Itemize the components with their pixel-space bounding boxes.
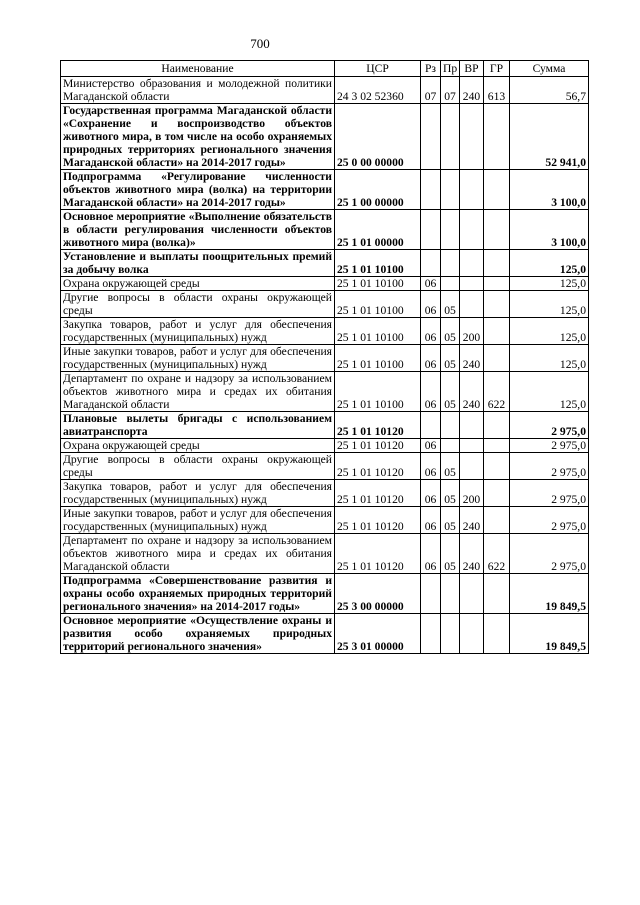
cell-rz [421,412,441,439]
cell-rz [421,614,441,654]
header-sum: Сумма [510,61,589,77]
cell-csr: 25 1 01 10120 [335,412,421,439]
header-csr: ЦСР [335,61,421,77]
cell-name: Охрана окружающей среды [61,439,335,453]
cell-rz: 06 [421,439,441,453]
cell-name: Другие вопросы в области охраны окружающей среды [61,291,335,318]
cell-gr [484,453,510,480]
cell-pr: 05 [441,372,460,412]
cell-sum: 3 100,0 [510,170,589,210]
table-row [61,210,589,250]
table-row [61,345,589,372]
cell-pr [441,104,460,170]
cell-rz [421,210,441,250]
cell-name: Департамент по охране и надзору за использованием объектов животного мира и средах их обитания Магаданской области [61,534,335,574]
cell-name: Иные закупки товаров, работ и услуг для обеспечения государственных (муниципальных) нужд [61,345,335,372]
cell-csr: 25 1 01 10100 [335,372,421,412]
cell-sum: 125,0 [510,345,589,372]
cell-pr: 05 [441,507,460,534]
cell-csr: 25 1 01 10100 [335,277,421,291]
table-row [61,104,589,170]
cell-gr [484,507,510,534]
cell-sum: 2 975,0 [510,439,589,453]
table-row [61,453,589,480]
cell-csr: 25 1 01 10120 [335,453,421,480]
cell-csr: 25 3 00 00000 [335,574,421,614]
cell-name: Другие вопросы в области охраны окружающей среды [61,453,335,480]
cell-pr [441,210,460,250]
cell-rz: 06 [421,480,441,507]
cell-csr: 25 1 01 10120 [335,439,421,453]
cell-vr: 240 [460,77,484,104]
page-number: 700 [250,36,270,51]
cell-rz: 06 [421,372,441,412]
cell-vr: 200 [460,318,484,345]
cell-vr: 240 [460,372,484,412]
cell-pr [441,277,460,291]
table-row [61,170,589,210]
cell-gr [484,345,510,372]
cell-name: Подпрограмма «Регулирование численности объектов животного мира (волка) на территории Магаданской области» на 2014-2017 годы» [61,170,335,210]
cell-vr [460,614,484,654]
cell-sum: 2 975,0 [510,480,589,507]
cell-csr: 25 1 00 00000 [335,170,421,210]
cell-vr [460,412,484,439]
cell-name: Основное мероприятие «Выполнение обязательств в области регулирования численности объектов животного мира (волка)» [61,210,335,250]
header-rz: Рз [421,61,441,77]
cell-rz: 06 [421,453,441,480]
cell-sum: 19 849,5 [510,614,589,654]
cell-name: Закупка товаров, работ и услуг для обеспечения государственных (муниципальных) нужд [61,318,335,345]
cell-rz [421,104,441,170]
cell-gr [484,574,510,614]
cell-sum: 2 975,0 [510,507,589,534]
cell-sum: 3 100,0 [510,210,589,250]
cell-gr: 622 [484,534,510,574]
cell-vr [460,104,484,170]
cell-gr: 622 [484,372,510,412]
cell-sum: 19 849,5 [510,574,589,614]
cell-gr [484,291,510,318]
header-pr: Пр [441,61,460,77]
cell-gr [484,210,510,250]
cell-csr: 24 3 02 52360 [335,77,421,104]
cell-pr: 07 [441,77,460,104]
cell-vr: 240 [460,345,484,372]
cell-name: Государственная программа Магаданской области «Сохранение и воспроизводство объектов животного мира, в том числе на особо охраняемых природных территориях регионального значения Магаданской области» на 2014-2017 годы» [61,104,335,170]
cell-vr [460,439,484,453]
cell-sum: 125,0 [510,277,589,291]
cell-sum: 2 975,0 [510,534,589,574]
cell-gr [484,277,510,291]
cell-gr [484,614,510,654]
cell-vr [460,250,484,277]
cell-gr [484,412,510,439]
cell-pr [441,412,460,439]
table-body [61,77,589,654]
cell-pr [441,439,460,453]
cell-vr [460,170,484,210]
cell-rz [421,170,441,210]
cell-csr: 25 1 01 10100 [335,250,421,277]
cell-rz: 06 [421,345,441,372]
cell-csr: 25 1 01 10120 [335,534,421,574]
table-row [61,439,589,453]
cell-sum: 2 975,0 [510,412,589,439]
cell-name: Подпрограмма «Совершенствование развития и охраны особо охраняемых природных территорий регионального значения» на 2014-2017 годы» [61,574,335,614]
cell-pr: 05 [441,318,460,345]
cell-vr: 240 [460,534,484,574]
table-header-row [61,61,589,77]
table-row [61,318,589,345]
table-row [61,291,589,318]
cell-vr [460,453,484,480]
cell-rz: 06 [421,291,441,318]
cell-sum: 2 975,0 [510,453,589,480]
cell-vr [460,574,484,614]
cell-sum: 125,0 [510,318,589,345]
cell-pr [441,614,460,654]
table-row [61,277,589,291]
cell-rz: 07 [421,77,441,104]
cell-sum: 125,0 [510,372,589,412]
cell-vr: 200 [460,480,484,507]
cell-sum: 125,0 [510,250,589,277]
table-row [61,480,589,507]
cell-gr [484,480,510,507]
cell-gr [484,250,510,277]
cell-sum: 125,0 [510,291,589,318]
table-row [61,250,589,277]
cell-csr: 25 1 01 10100 [335,345,421,372]
cell-pr: 05 [441,291,460,318]
cell-csr: 25 1 01 10120 [335,480,421,507]
cell-name: Установление и выплаты поощрительных премий за добычу волка [61,250,335,277]
cell-gr [484,318,510,345]
header-name: Наименование [61,61,335,77]
cell-name: Основное мероприятие «Осуществление охраны и развития особо охраняемых природных территорий регионального значения» [61,614,335,654]
cell-vr [460,210,484,250]
cell-csr: 25 3 01 00000 [335,614,421,654]
cell-rz: 06 [421,507,441,534]
table-row [61,412,589,439]
cell-sum: 52 941,0 [510,104,589,170]
cell-vr [460,291,484,318]
cell-rz [421,250,441,277]
table-row [61,574,589,614]
cell-rz [421,574,441,614]
cell-sum: 56,7 [510,77,589,104]
cell-gr [484,439,510,453]
cell-rz: 06 [421,318,441,345]
cell-name: Охрана окружающей среды [61,277,335,291]
budget-table [60,60,589,654]
table-row [61,507,589,534]
table-row [61,77,589,104]
cell-name: Плановые вылеты бригады с использованием авиатранспорта [61,412,335,439]
cell-gr: 613 [484,77,510,104]
cell-csr: 25 0 00 00000 [335,104,421,170]
cell-name: Закупка товаров, работ и услуг для обеспечения государственных (муниципальных) нужд [61,480,335,507]
cell-name: Иные закупки товаров, работ и услуг для обеспечения государственных (муниципальных) нужд [61,507,335,534]
cell-name: Департамент по охране и надзору за использованием объектов животного мира и средах их обитания Магаданской области [61,372,335,412]
header-gr: ГР [484,61,510,77]
cell-pr: 05 [441,453,460,480]
cell-vr [460,277,484,291]
cell-gr [484,170,510,210]
cell-csr: 25 1 01 10100 [335,291,421,318]
cell-pr [441,170,460,210]
table-row [61,372,589,412]
cell-csr: 25 1 01 10100 [335,318,421,345]
cell-csr: 25 1 01 00000 [335,210,421,250]
cell-csr: 25 1 01 10120 [335,507,421,534]
table-row [61,534,589,574]
table-row [61,614,589,654]
cell-pr: 05 [441,480,460,507]
cell-pr [441,250,460,277]
header-vr: ВР [460,61,484,77]
cell-rz: 06 [421,534,441,574]
cell-vr: 240 [460,507,484,534]
cell-pr: 05 [441,345,460,372]
cell-gr [484,104,510,170]
cell-pr: 05 [441,534,460,574]
cell-rz: 06 [421,277,441,291]
cell-name: Министерство образования и молодежной политики Магаданской области [61,77,335,104]
cell-pr [441,574,460,614]
